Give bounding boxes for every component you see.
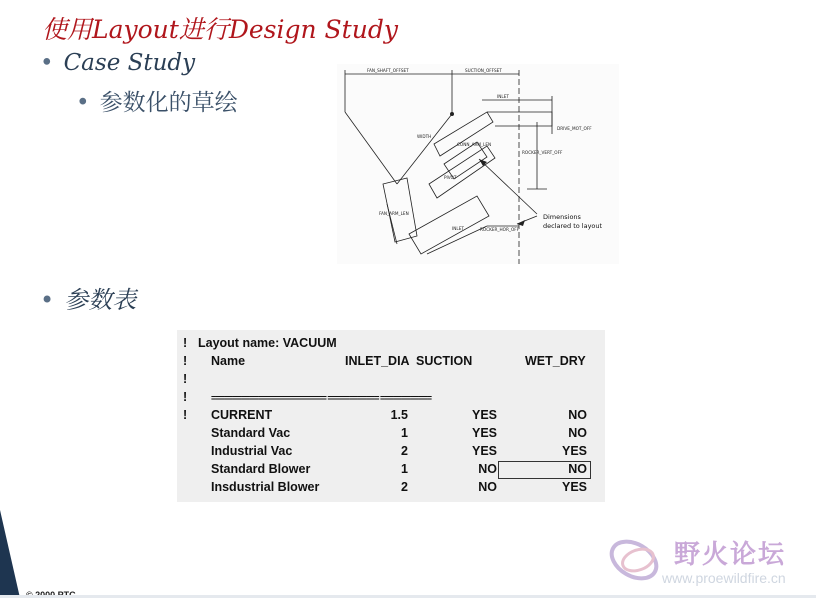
watermark-url: www.proewildfire.cn [662,570,786,586]
note-dimensions-line1: Dimensions [543,213,581,221]
cell-inlet: 1 [401,462,408,476]
cell-wet: NO [568,462,587,476]
bullet-dot-icon: • [40,286,55,314]
bullet-case-study [40,50,195,76]
note-dimensions-line2: declared to layout [543,222,603,230]
table-header-row [177,352,605,370]
cell-inlet: 2 [401,480,408,494]
table-bang: ! [183,390,188,404]
bullet-sketch-label: 参数化的草绘 [99,90,238,116]
bullet-table-label: 参数表 [64,286,137,314]
table-separator: =========================== ============ ============ [211,393,432,403]
cell-wet: YES [561,480,587,494]
bullet-parametric-sketch [76,84,238,117]
table-bang: ! [183,408,188,422]
cell-wet: NO [568,408,587,422]
label-conn-arm-len: CONN_ARM_LEN [457,142,492,147]
cell-suction: NO [478,462,497,476]
forum-watermark [604,530,814,594]
cell-name: Insdustrial Blower [211,480,320,494]
label-pivot: PIVOT [444,175,457,180]
table-layout-name: Layout name: VACUUM [198,336,337,350]
table-bang: ! [183,372,188,386]
cell-suction: YES [471,426,497,440]
bullet-case-study-label: Case Study [63,50,196,76]
cell-inlet: 2 [401,444,408,458]
label-suction-offset: SUCTION_OFFSET [465,68,502,73]
label-inlet-bottom: INLET [452,226,464,231]
table-bang: ! [183,336,188,350]
label-rocker-hor-off: ROCKER_HOR_OFF [480,227,520,232]
label-inlet-top: INLET [497,94,509,99]
cell-name: Standard Vac [211,426,291,440]
bullet-parameter-table [40,280,136,315]
label-rocker-vert-off: ROCKER_VERT_OFF [522,150,563,155]
header-inlet-dia: INLET_DIA [345,354,410,368]
cell-suction: YES [471,408,497,422]
parametric-sketch-figure [337,64,619,264]
header-name: Name [211,354,246,368]
table-blank-row [177,370,605,388]
slide-title: 使用Layout进行Design Study [42,15,398,44]
header-wet-dry: WET_DRY [525,354,586,368]
table-row [177,406,605,424]
cell-name: Standard Blower [211,462,311,476]
label-drive-mot-off: DRIVE_MOT_OFF [557,126,592,131]
parameter-table [177,330,605,502]
table-row [177,478,605,496]
table-row [177,442,605,460]
label-fan-arm-len: FAN_ARM_LEN [379,211,409,216]
slide-corner-decoration [0,510,20,598]
cell-highlight-box [498,461,591,479]
sketch-drawing [337,64,619,264]
cell-suction: YES [471,444,497,458]
table-separator-row [177,388,605,406]
table-bang: ! [183,354,188,368]
cell-wet: NO [568,426,587,440]
bullet-dot-icon: • [76,90,90,116]
header-suction: SUCTION [416,354,473,368]
cell-name: CURRENT [211,408,273,422]
cell-inlet: 1.5 [390,408,408,422]
label-fan-shaft-offset: FAN_SHAFT_OFFSET [367,68,409,73]
bullet-dot-icon: • [40,50,54,76]
watermark-forum-name: 野火论坛 [674,540,787,570]
table-row [177,424,605,442]
label-width: WIDTH [417,134,432,139]
cell-name: Industrial Vac [211,444,293,458]
table-layout-name-row [177,334,605,352]
cell-inlet: 1 [401,426,408,440]
cell-wet: YES [561,444,587,458]
cell-suction: NO [478,480,497,494]
